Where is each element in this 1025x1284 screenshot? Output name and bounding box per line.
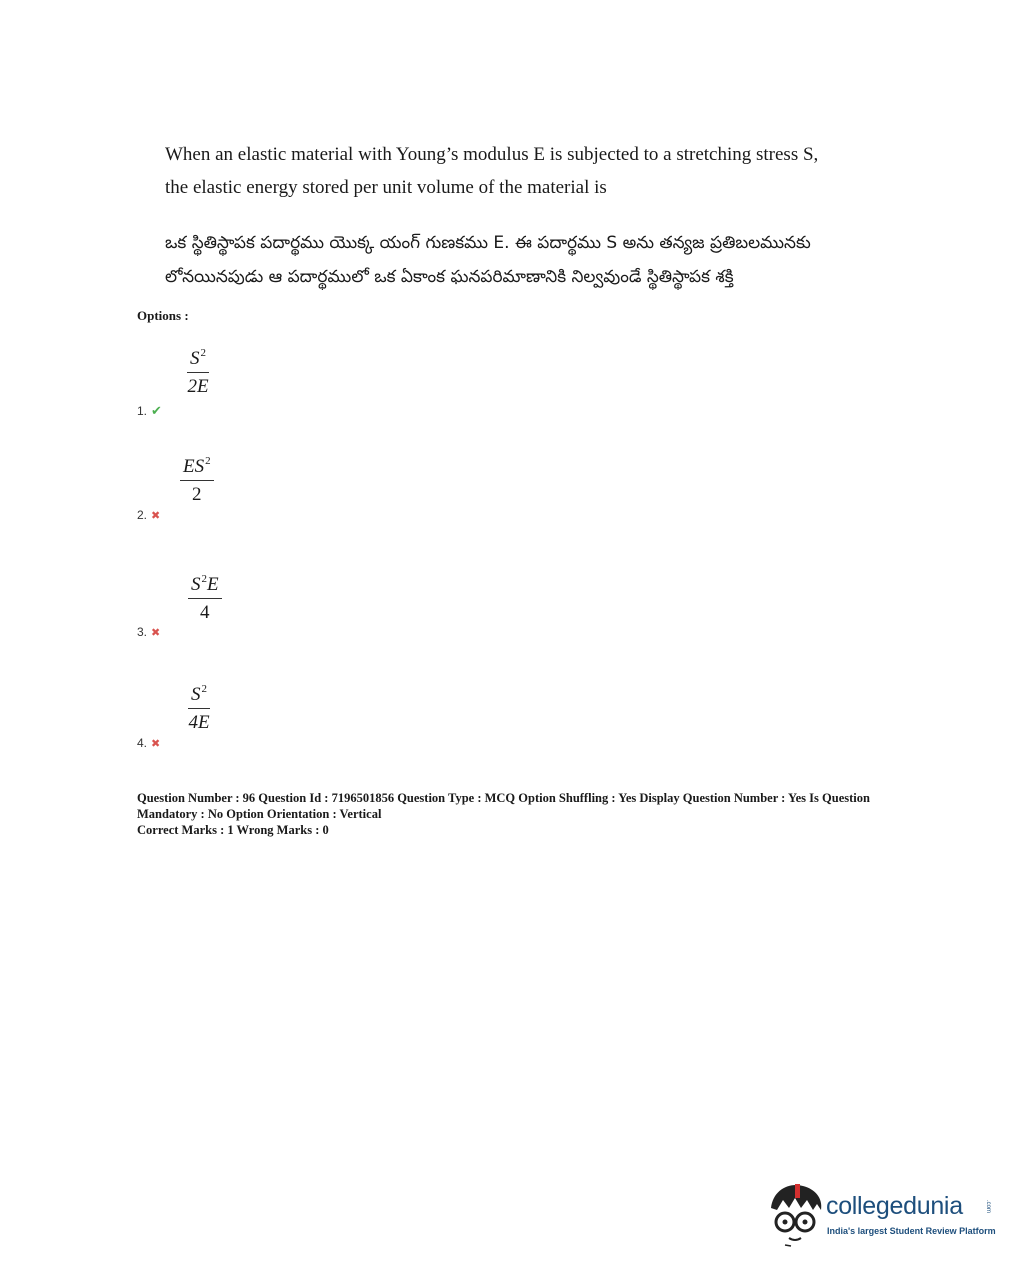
- option-1-number: 1.: [137, 404, 148, 418]
- option-2-number: 2.: [137, 508, 148, 522]
- mascot-logo-icon: [767, 1180, 827, 1248]
- logo-tagline: India's largest Student Review Platform: [827, 1226, 996, 1236]
- option-4-number: 4.: [137, 736, 148, 750]
- option-3-fraction: [188, 568, 222, 624]
- option-3-label: [137, 623, 160, 641]
- logo-suffix: .com: [985, 1200, 991, 1214]
- metadata-line3: Correct Marks : 1 Wrong Marks : 0: [137, 823, 329, 837]
- cross-icon: ✖: [151, 738, 161, 750]
- option-2-denominator: 2: [192, 484, 202, 505]
- option-3-numerator: S: [191, 574, 201, 595]
- option-4-exponent: 2: [201, 683, 207, 695]
- option-3-number: 3.: [137, 625, 148, 639]
- option-2-numerator: ES: [183, 456, 205, 477]
- option-1-label: [137, 402, 162, 420]
- option-2-label: [137, 506, 160, 524]
- option-4-fraction: [188, 678, 210, 734]
- option-4-denominator: 4E: [188, 712, 210, 733]
- option-1-exponent: 2: [200, 347, 206, 359]
- metadata-line2: Mandatory : No Option Orientation : Vertical: [137, 807, 382, 821]
- option-1-numerator: S: [190, 348, 200, 369]
- check-icon: ✔: [151, 403, 162, 418]
- question-english-line2: the elastic energy stored per unit volume of the material is: [165, 177, 607, 198]
- option-2-exponent: 2: [205, 455, 211, 467]
- cross-icon: ✖: [151, 627, 161, 639]
- option-2-fraction: [180, 450, 214, 506]
- logo-wordmark: collegedunia: [826, 1192, 963, 1220]
- option-4-numerator: S: [191, 684, 201, 705]
- option-1-fraction: [187, 342, 209, 398]
- question-telugu: [165, 226, 865, 294]
- question-english-line1: When an elastic material with Young’s modulus E is subjected to a stretching stress S,: [165, 144, 819, 165]
- question-metadata: [137, 790, 917, 838]
- option-3-denominator: 4: [200, 602, 210, 623]
- option-1-denominator: 2E: [187, 376, 209, 397]
- options-label: Options :: [137, 308, 189, 323]
- question-telugu-line1: ఒక స్థితిస్థాపక పదార్థము యొక్క యంగ్ గుణకము E. ఈ పదార్థము S అను తన్యజ ప్రతిబలమునకు: [165, 233, 811, 253]
- cross-icon: ✖: [151, 510, 161, 522]
- option-3-exponent: 2: [201, 573, 207, 585]
- metadata-line1: Question Number : 96 Question Id : 7196501856 Question Type : MCQ Option Shuffling : Yes Display Question Number : Yes Is Question: [137, 791, 870, 805]
- option-3-numerator-tail: E: [207, 574, 219, 595]
- question-telugu-line2: లోనయినపుడు ఆ పదార్థములో ఒక ఏకాంక ఘనపరిమాణానికి నిల్వవుండే స్థితిస్థాపక శక్తి: [165, 267, 734, 287]
- option-4-label: [137, 734, 160, 752]
- question-english: [165, 138, 865, 204]
